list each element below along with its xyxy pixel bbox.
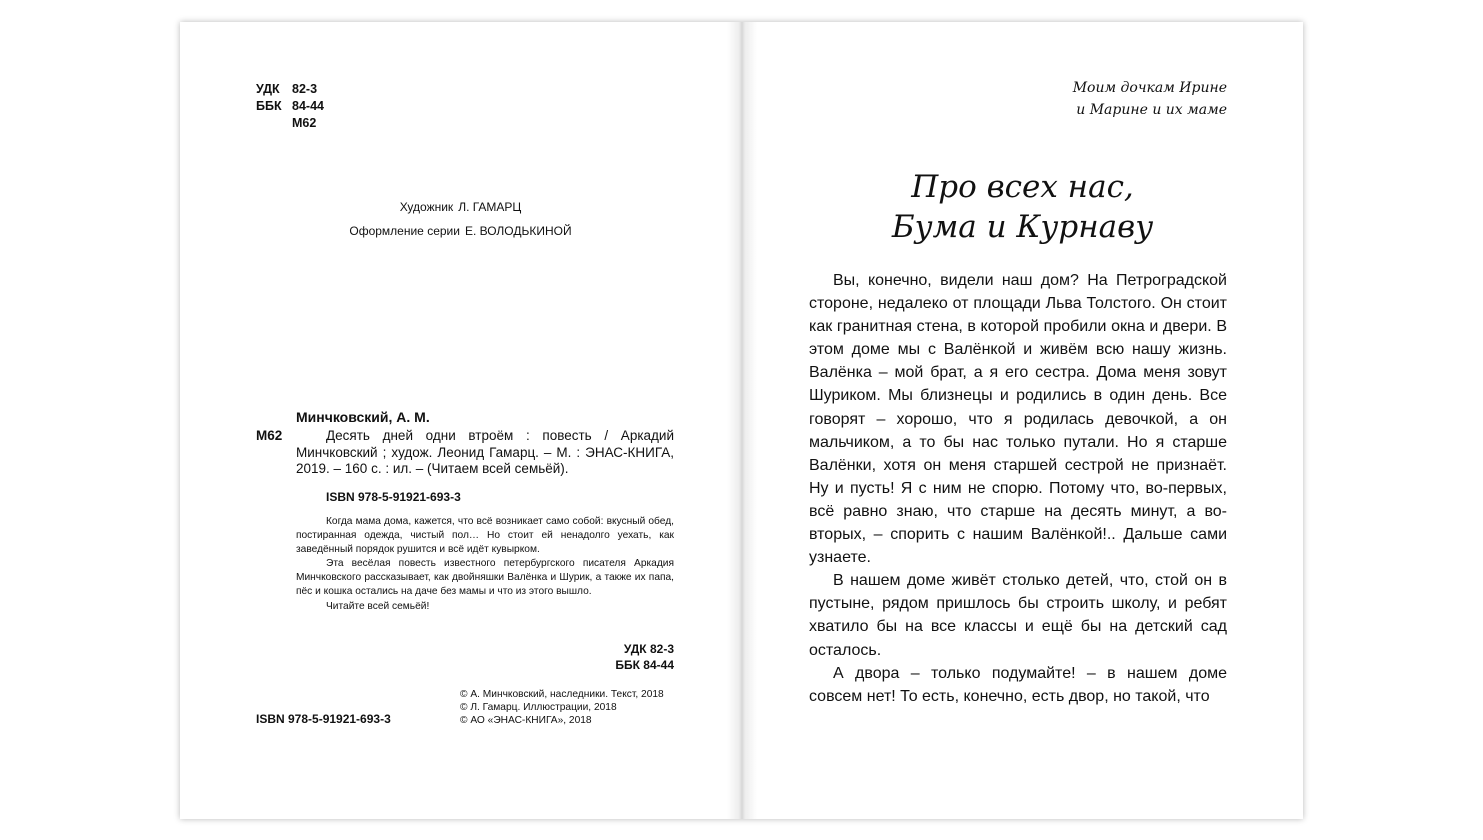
code-bbk: ББК 84-44 xyxy=(615,658,674,672)
catalog-row-bbk: ББК 84-44 xyxy=(256,99,324,113)
credits xyxy=(180,195,741,243)
bibliographic-record: Десять дней одни втроём : повесть / Аркадий Минчковский ; худож. Леонид Гамарц. – М. : ЭНАС-КНИГА, 2019. – 160 с. : ил. – (Читаем всей семьёй). xyxy=(296,428,674,476)
story-paragraph: Вы, конечно, видели наш дом? На Петроградской стороне, недалеко от площади Льва Толстого. Он стоит как гранитная стена, в которой пробили окна и двери. В этом доме мы с Валёнкой и живём всю нашу жизнь. Валёнка – мой брат, а я его сестра. Дома меня зовут Шуриком. Мы близнецы и родились в один день. Все говорят – хорошо, что я родилась девочкой, а он мальчиком, а то бы нас только путали. Но я старше Валёнки, хотя он меня старшей сестрой не признаёт. Ну и пусть! Я с ним не спорю. Потому что, во-первых, всё равно знаю, что старше на десять минут, а во-вторых, – спорить с нашим Валёнкой!.. Дальше сами узнаете. xyxy=(809,272,1227,567)
copyright-block xyxy=(460,688,664,727)
chapter-title-line: Бума и Курнаву xyxy=(891,209,1154,245)
catalog-row-udk: УДК 82-3 xyxy=(256,82,318,96)
copyright-line: © Л. Гамарц. Иллюстрации, 2018 xyxy=(460,702,617,713)
dedication-line: и Марине и их маме xyxy=(1076,102,1227,118)
isbn-main: ISBN 978-5-91921-693-3 xyxy=(326,490,461,504)
dedication-line: Моим дочкам Ирине xyxy=(1072,80,1227,96)
dedication xyxy=(1073,77,1227,121)
catalog-row-index: М62 xyxy=(292,116,317,130)
copyright-line: © А. Минчковский, наследники. Текст, 2018 xyxy=(460,689,664,700)
copyright-line: © АО «ЭНАС-КНИГА», 2018 xyxy=(460,715,592,726)
code-udk: УДК 82-3 xyxy=(623,642,674,656)
story-paragraph: В нашем доме живёт столько детей, что, стой он в пустыне, рядом пришлось бы строить школу, и ребят хватило бы на все классы и ещё бы на детский сад осталось. xyxy=(809,572,1227,659)
annotation xyxy=(296,515,674,614)
author-heading: Минчковский, А. М. xyxy=(296,409,430,425)
chapter-title xyxy=(742,167,1303,247)
index-code: М62 xyxy=(256,428,283,443)
credit-series-design: Оформление серии Е. ВОЛОДЬКИНОЙ xyxy=(349,224,572,238)
story-paragraph: А двора – только подумайте! – в нашем доме совсем нет! То есть, конечно, есть двор, но такой, что xyxy=(809,664,1227,705)
credit-illustrator: Художник Л. ГАМАРЦ xyxy=(399,200,522,214)
left-page xyxy=(180,22,741,819)
isbn-bottom: ISBN 978-5-91921-693-3 xyxy=(256,712,391,726)
annotation-paragraph: Эта весёлая повесть известного петербургского писателя Аркадия Минчковского рассказывает, как двойняшки Валёнка и Шурик, а также их папа, пёс и кошка остались на даче без мамы и что из этого вышло. xyxy=(296,558,674,598)
book-spread xyxy=(180,22,1303,819)
catalog-codes xyxy=(256,81,324,132)
story-text xyxy=(809,269,1227,708)
right-page xyxy=(742,22,1303,819)
annotation-paragraph: Когда мама дома, кажется, что всё возникает само собой: вкусный обед, постиранная одежда, чистый пол… Но стоит ей ненадолго уехать, как заведённый порядок рушится и всё идёт кувырком. xyxy=(296,516,674,556)
classification-codes xyxy=(615,641,674,673)
annotation-paragraph: Читайте всей семьёй! xyxy=(326,600,430,612)
chapter-title-line: Про всех нас, xyxy=(911,169,1134,205)
